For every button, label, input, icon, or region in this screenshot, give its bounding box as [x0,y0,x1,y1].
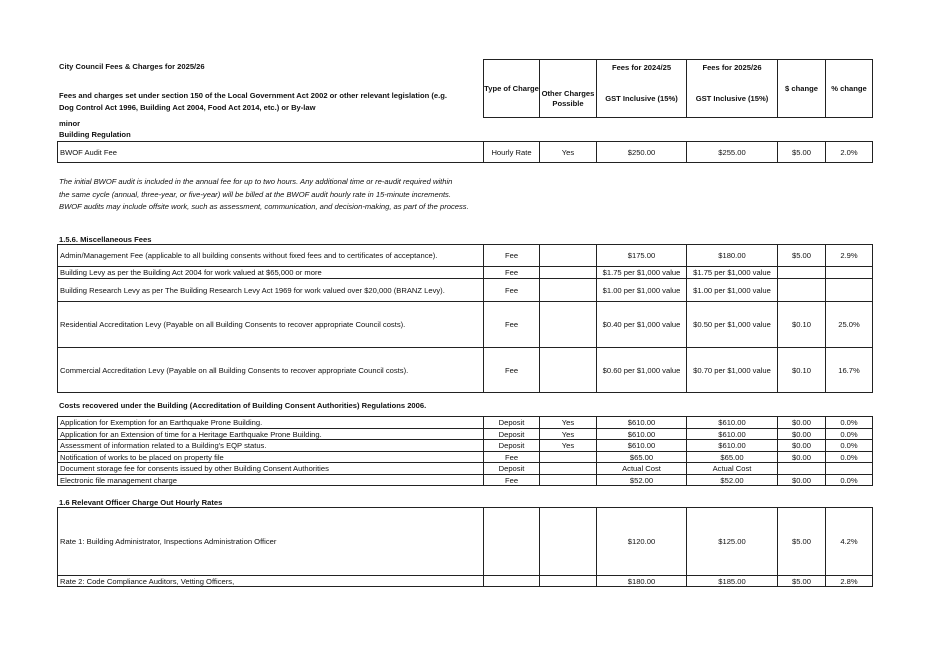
row-dollar-change: $5.00 [777,244,826,267]
header-fees-2024 [596,59,687,118]
row-dollar-change: $0.00 [777,416,826,429]
row-fee-2024: $610.00 [596,416,687,429]
officer-rates-heading: 1.6 Relevant Officer Charge Out Hourly Rates [59,498,223,507]
row-desc: Rate 2: Code Compliance Auditors, Vetting Officers, [57,575,484,587]
row-fee-2024: $610.00 [596,439,687,452]
section-subtitle: Building Regulation [59,130,131,139]
header-fees-2025 [686,59,778,118]
row-type [483,507,540,576]
row-type: Deposit [483,439,540,452]
row-other [539,347,597,393]
row-fee-2024: $180.00 [596,575,687,587]
row-type: Fee [483,347,540,393]
row-fee-2025: $1.00 per $1,000 value [686,278,778,302]
row-pct-change: 0.0% [825,439,873,452]
row-type: Fee [483,451,540,463]
row-desc: Electronic file management charge [57,474,484,486]
header-gst-2025: GST Inclusive (15%) [695,93,769,103]
row-type: Fee [483,244,540,267]
row-pct-change [825,278,873,302]
row-fee-2024: $52.00 [596,474,687,486]
row-fee-2025: $255.00 [686,141,778,163]
row-type: Hourly Rate [483,141,540,163]
row-other [539,301,597,348]
costs-recovered-heading: Costs recovered under the Building (Accreditation of Building Consent Authorities) Regulations 2006. [59,401,427,410]
row-dollar-change: $5.00 [777,507,826,576]
row-fee-2025: $0.70 per $1,000 value [686,347,778,393]
row-other [539,278,597,302]
row-pct-change: 0.0% [825,451,873,463]
row-fee-2025: $185.00 [686,575,778,587]
row-other: Yes [539,428,597,440]
row-dollar-change: $0.10 [777,301,826,348]
row-desc: Admin/Management Fee (applicable to all building consents without fixed fees and to certificates of acceptance). [57,244,484,267]
row-desc: Building Research Levy as per The Building Research Levy Act 1969 for work valued over $20,000 (BRANZ Levy). [57,278,484,302]
row-fee-2024: $1.00 per $1,000 value [596,278,687,302]
row-desc: Notification of works to be placed on property file [57,451,484,463]
row-other [539,575,597,587]
row-dollar-change: $0.00 [777,474,826,486]
row-type: Deposit [483,462,540,475]
row-pct-change: 4.2% [825,507,873,576]
row-pct-change: 16.7% [825,347,873,393]
row-dollar-change: $5.00 [777,141,826,163]
row-desc: Application for an Extension of time for a Heritage Earthquake Prone Building. [57,428,484,440]
row-desc: Building Levy as per the Building Act 2004 for work valued at $65,000 or more [57,266,484,279]
row-fee-2025: $65.00 [686,451,778,463]
row-fee-2024: $0.40 per $1,000 value [596,301,687,348]
row-dollar-change [777,278,826,302]
row-fee-2025: $610.00 [686,439,778,452]
row-fee-2024: $175.00 [596,244,687,267]
row-type: Fee [483,278,540,302]
row-other [539,507,597,576]
row-fee-2025: Actual Cost [686,462,778,475]
row-desc: Rate 1: Building Administrator, Inspections Administration Officer [57,507,484,576]
row-pct-change: 25.0% [825,301,873,348]
header-type-of-charge: Type of Charge [483,59,540,118]
row-fee-2025: $610.00 [686,416,778,429]
row-fee-2024: $120.00 [596,507,687,576]
row-other: Yes [539,141,597,163]
header-gst-2024: GST Inclusive (15%) [605,93,678,103]
row-other [539,244,597,267]
row-type: Fee [483,474,540,486]
row-fee-2025: $0.50 per $1,000 value [686,301,778,348]
row-fee-2025: $125.00 [686,507,778,576]
row-pct-change: 0.0% [825,428,873,440]
row-dollar-change: $0.00 [777,439,826,452]
page-title: City Council Fees & Charges for 2025/26 [59,62,205,71]
minor-label: minor [59,119,81,128]
row-pct-change: 2.9% [825,244,873,267]
header-other-charges: Other Charges Possible [539,59,597,118]
row-desc: Assessment of information related to a Building's EQP status. [57,439,484,452]
header-fees-2025-label: Fees for 2025/26 [702,63,762,72]
row-fee-2024: $0.60 per $1,000 value [596,347,687,393]
intro-line-2: Dog Control Act 1996, Building Act 2004, Food Act 2014, etc.) or By-law [59,102,316,112]
row-type: Deposit [483,428,540,440]
row-pct-change: 0.0% [825,416,873,429]
row-pct-change: 2.0% [825,141,873,163]
row-pct-change: 0.0% [825,474,873,486]
row-desc: Application for Exemption for an Earthquake Prone Building. [57,416,484,429]
intro-text [59,90,447,113]
row-type: Fee [483,266,540,279]
row-fee-2024: $1.75 per $1,000 value [596,266,687,279]
row-fee-2025: $1.75 per $1,000 value [686,266,778,279]
row-other: Yes [539,416,597,429]
header-pct-change: % change [825,59,873,118]
row-desc: Commercial Accreditation Levy (Payable on all Building Consents to recover appropriate Council costs). [57,347,484,393]
row-fee-2024: $65.00 [596,451,687,463]
row-dollar-change: $0.00 [777,451,826,463]
row-fee-2025: $180.00 [686,244,778,267]
row-fee-2025: $52.00 [686,474,778,486]
row-other: Yes [539,439,597,452]
row-type: Deposit [483,416,540,429]
bwof-note [59,176,469,214]
row-pct-change: 2.8% [825,575,873,587]
header-fees-2024-label: Fees for 2024/25 [611,63,672,72]
misc-fees-heading: 1.5.6. Miscellaneous Fees [59,235,152,244]
row-fee-2025: $610.00 [686,428,778,440]
row-dollar-change: $0.10 [777,347,826,393]
row-desc: Residential Accreditation Levy (Payable on all Building Consents to recover appropriate Council costs). [57,301,484,348]
row-fee-2024: Actual Cost [596,462,687,475]
intro-line-1: Fees and charges set under section 150 of the Local Government Act 2002 or other relevant legislation (e.g. [59,91,447,100]
note-line-2: the same cycle (annual, three-year, or five-year) will be billed at the BWOF audit hourly rate in 15-minute increments. [59,189,451,199]
note-line-3: BWOF audits may include offsite work, such as assessment, communication, and decision-making, as part of the process. [59,202,469,211]
note-line-1: The initial BWOF audit is included in the annual fee for up to two hours. Any additional time or re-audit required within [59,177,453,186]
row-fee-2024: $250.00 [596,141,687,163]
row-desc: BWOF Audit Fee [57,141,484,163]
row-fee-2024: $610.00 [596,428,687,440]
row-dollar-change: $0.00 [777,428,826,440]
row-type [483,575,540,587]
header-dollar-change: $ change [777,59,826,118]
row-other [539,474,597,486]
row-desc: Document storage fee for consents issued by other Building Consent Authorities [57,462,484,475]
row-type: Fee [483,301,540,348]
row-dollar-change: $5.00 [777,575,826,587]
